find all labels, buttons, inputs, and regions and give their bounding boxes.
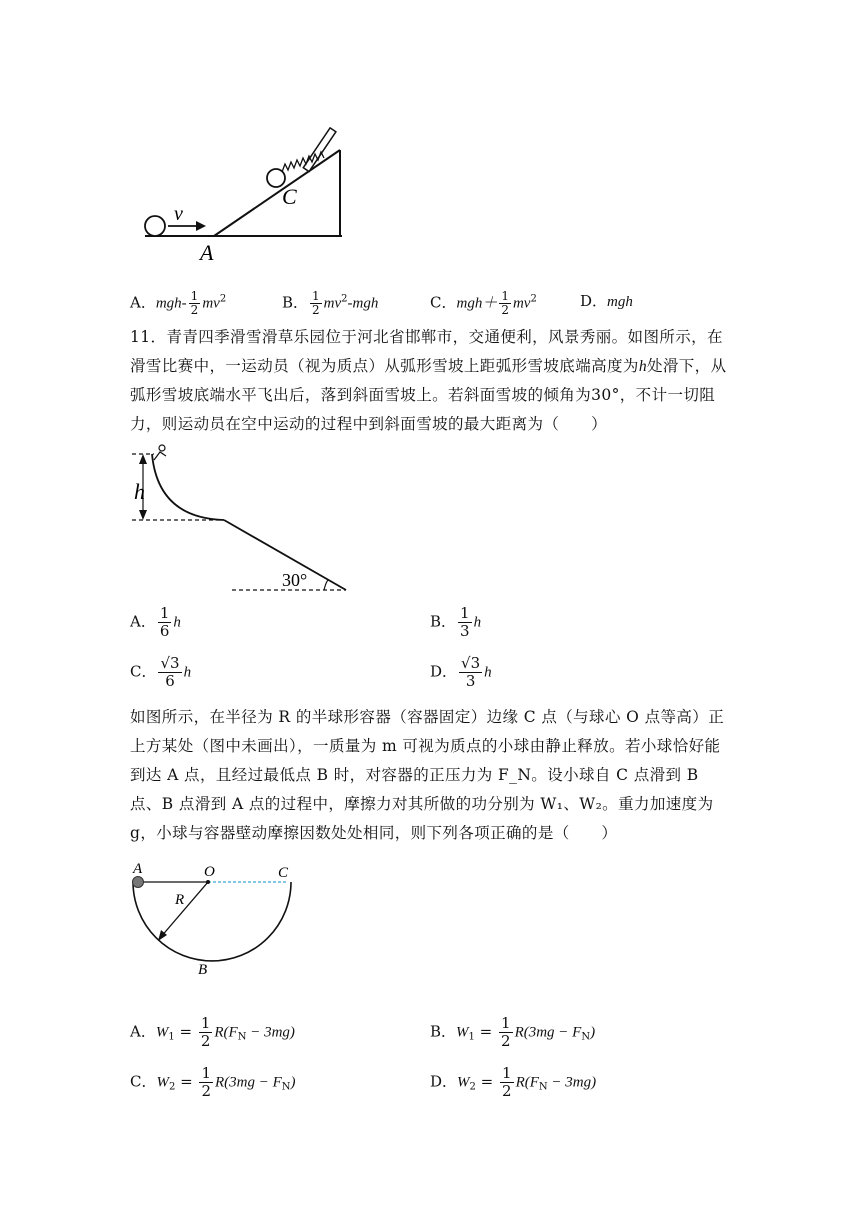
label-a: A <box>200 240 214 265</box>
ball-at-a <box>145 216 165 236</box>
arc-slope <box>152 454 224 520</box>
q11-option-a[interactable]: A． $\frac{1}{6}$ h <box>130 604 181 640</box>
label-b: B <box>198 962 208 978</box>
q10-option-b[interactable]: B． $\frac{1}{2}$ $mv^2$-mgh <box>282 289 379 317</box>
radius-r <box>160 882 208 938</box>
angle-arc <box>324 580 328 590</box>
label-angle: 30° <box>282 570 308 590</box>
label-c: C <box>282 184 297 209</box>
q11-stem: 11．青青四季滑雪滑草乐园位于河北省邯郸市，交通便利，风景秀丽。如图所示，在滑雪比赛中，一运动员（视为质点）从弧形雪坡上距弧形雪坡底端高度为h处滑下，从弧形雪坡底端水平飞出后，落到斜面雪坡上。若斜面雪坡的倾角为30°，不计一切阻力，则运动员在空中运动的过程中到斜面雪坡的最大距离为（ ） <box>130 328 727 433</box>
q10-option-a[interactable]: A．mgh- $\frac{1}{2}$ $mv^2$ <box>130 289 227 317</box>
label-h: h <box>134 479 145 504</box>
incline-line <box>214 150 340 236</box>
label-c: C <box>278 865 289 881</box>
label-v: v <box>174 203 183 225</box>
label-a: A <box>133 861 143 877</box>
velocity-arrowhead <box>196 221 206 231</box>
q10-option-c[interactable]: C．mgh＋ $\frac{1}{2}$ $mv^2$ <box>430 289 537 317</box>
skier-icon <box>154 445 166 460</box>
q12-figure <box>128 858 308 980</box>
q12-option-c[interactable]: C．$W_2$ = $\frac{1}{2}$ $R(3mg - F_N)$ <box>130 1064 296 1100</box>
q12-option-a[interactable]: A．$W_1$ = $\frac{1}{2}$ $R(F_N - 3mg)$ <box>130 1014 295 1050</box>
q11-option-c[interactable]: C． $\frac{√3}{6}$ h <box>130 654 192 690</box>
q12-stem: 如图所示，在半径为 R 的半球形容器（容器固定）边缘 C 点（与球心 O 点等高）正上方某处（图中未画出），一质量为 m 可视为质点的小球由静止释放。若小球恰好能到达 A 点，且经过最低点 B 时，对容器的正压力为 F_N。设小球自 C 点滑到 B 点、B 点滑到 A 点的过程中，摩擦力对其所做的功分别为 W₁、W₂。重力加速度为 g，小球与容器壁动摩擦因数处处相同，则下列各项正确的是（ ） <box>130 708 725 842</box>
q10-figure <box>130 118 360 268</box>
h-arrow-bottom <box>139 510 147 520</box>
hemisphere-arc <box>133 882 291 961</box>
q11-option-d[interactable]: D． $\frac{√3}{3}$ h <box>430 654 492 690</box>
h-arrow-top <box>139 454 147 464</box>
q10-option-d[interactable]: D．mgh <box>580 292 633 310</box>
q11-figure <box>128 442 358 600</box>
q12-option-b[interactable]: B．$W_1$ = $\frac{1}{2}$ $R(3mg - F_N)$ <box>430 1014 596 1050</box>
q11-option-b[interactable]: B． $\frac{1}{3}$ h <box>430 604 482 640</box>
label-o: O <box>204 864 215 880</box>
ball-at-a <box>133 877 144 888</box>
label-r: R <box>175 892 185 908</box>
q12-option-d[interactable]: D．$W_2$ = $\frac{1}{2}$ $R(F_N - 3mg)$ <box>430 1064 597 1100</box>
